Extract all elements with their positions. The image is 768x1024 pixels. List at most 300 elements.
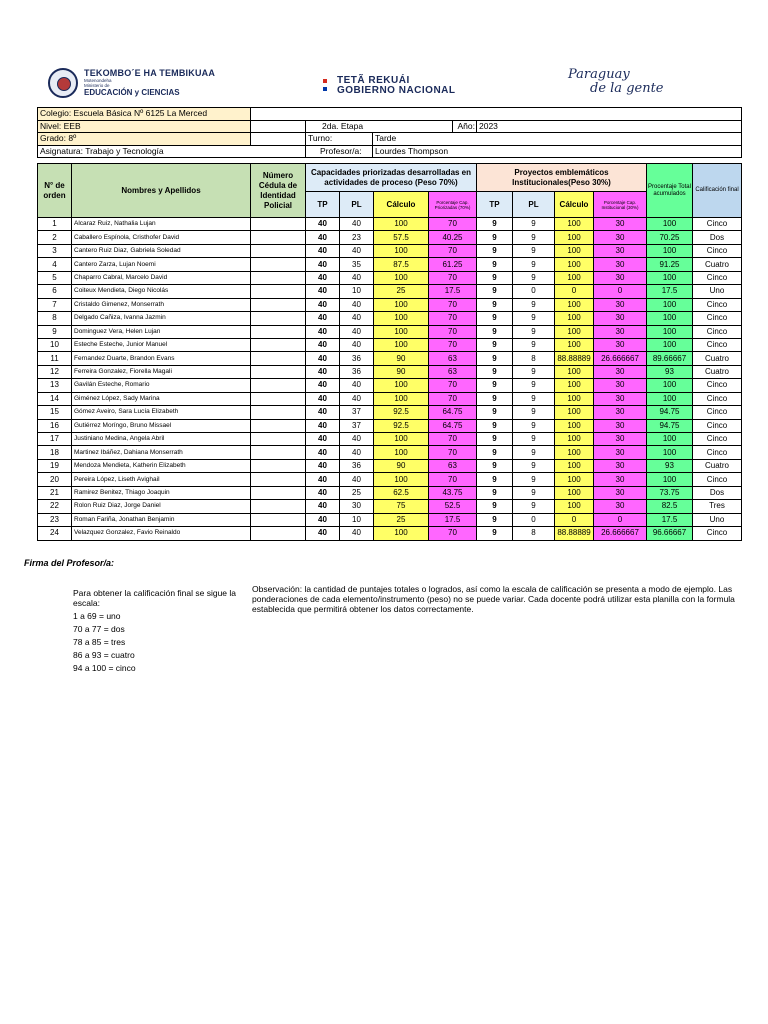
cell-calc2[interactable]: 100 <box>555 459 594 472</box>
cell-total[interactable]: 73.75 <box>647 486 693 499</box>
cell-tp1[interactable]: 40 <box>306 392 340 405</box>
profesor-cell[interactable]: Lourdes Thompson <box>373 145 742 158</box>
cell-calc1[interactable]: 90 <box>374 365 429 378</box>
cell-calificacion[interactable]: Uno <box>693 285 742 298</box>
cell-pl1[interactable]: 37 <box>340 419 374 432</box>
cell-calificacion[interactable]: Cinco <box>693 298 742 311</box>
cell-pl1[interactable]: 40 <box>340 338 374 351</box>
cell-total[interactable]: 93 <box>647 365 693 378</box>
cell-pl1[interactable]: 40 <box>340 433 374 446</box>
cell-tp2[interactable]: 9 <box>477 500 513 513</box>
cell-cedula[interactable] <box>251 218 306 231</box>
cell-pl1[interactable]: 40 <box>340 473 374 486</box>
cell-nombre[interactable]: Dominguez Vera, Helen Lujan <box>72 325 251 338</box>
cell-calc1[interactable]: 100 <box>374 271 429 284</box>
cell-pct-inst[interactable]: 30 <box>594 231 647 244</box>
cell-pct-cap[interactable]: 64.75 <box>429 419 477 432</box>
cell-pct-inst[interactable]: 30 <box>594 312 647 325</box>
cell-tp1[interactable]: 40 <box>306 352 340 365</box>
cell-tp1[interactable]: 40 <box>306 500 340 513</box>
cell-calc1[interactable]: 87.5 <box>374 258 429 271</box>
cell-pl1[interactable]: 40 <box>340 446 374 459</box>
cell-calc2[interactable]: 100 <box>555 218 594 231</box>
cell-calificacion[interactable]: Cinco <box>693 379 742 392</box>
cell-pl2[interactable]: 9 <box>513 325 555 338</box>
cell-calc2[interactable]: 0 <box>555 285 594 298</box>
cell-calificacion[interactable]: Cuatro <box>693 352 742 365</box>
cell-nombre[interactable]: Gavilán Esteche, Romario <box>72 379 251 392</box>
cell-pct-cap[interactable]: 70 <box>429 379 477 392</box>
cell-nombre[interactable]: Delgado Cañiza, Ivanna Jazmin <box>72 312 251 325</box>
cell-pct-cap[interactable]: 70 <box>429 433 477 446</box>
cell-total[interactable]: 100 <box>647 218 693 231</box>
cell-cedula[interactable] <box>251 285 306 298</box>
cell-tp1[interactable]: 40 <box>306 433 340 446</box>
cell-calificacion[interactable]: Cinco <box>693 392 742 405</box>
cell-orden[interactable]: 17 <box>38 433 72 446</box>
cell-pct-inst[interactable]: 30 <box>594 392 647 405</box>
cell-nombre[interactable]: Esteche Esteche, Junior Manuel <box>72 338 251 351</box>
grado-cell[interactable]: Grado: 8º <box>38 133 251 146</box>
cell-pct-inst[interactable]: 30 <box>594 379 647 392</box>
cell-calificacion[interactable]: Uno <box>693 513 742 526</box>
cell-calc2[interactable]: 100 <box>555 365 594 378</box>
cell-nombre[interactable]: Coiteux Mendieta, Diego Nicolás <box>72 285 251 298</box>
cell-pct-inst[interactable]: 30 <box>594 406 647 419</box>
cell-pl1[interactable]: 25 <box>340 486 374 499</box>
cell-pl1[interactable]: 40 <box>340 271 374 284</box>
cell-tp1[interactable]: 40 <box>306 473 340 486</box>
cell-pct-cap[interactable]: 70 <box>429 527 477 540</box>
cell-calc2[interactable]: 100 <box>555 312 594 325</box>
cell-tp2[interactable]: 9 <box>477 231 513 244</box>
cell-total[interactable]: 100 <box>647 392 693 405</box>
cell-orden[interactable]: 4 <box>38 258 72 271</box>
cell-orden[interactable]: 6 <box>38 285 72 298</box>
cell-pl1[interactable]: 40 <box>340 527 374 540</box>
cell-orden[interactable]: 3 <box>38 244 72 257</box>
cell-total[interactable]: 100 <box>647 312 693 325</box>
cell-cedula[interactable] <box>251 325 306 338</box>
cell-calc2[interactable]: 100 <box>555 231 594 244</box>
cell-calificacion[interactable]: Tres <box>693 500 742 513</box>
cell-tp2[interactable]: 9 <box>477 433 513 446</box>
cell-cedula[interactable] <box>251 338 306 351</box>
cell-pct-cap[interactable]: 70 <box>429 218 477 231</box>
cell-calificacion[interactable]: Cinco <box>693 406 742 419</box>
cell-total[interactable]: 100 <box>647 446 693 459</box>
cell-nombre[interactable]: Rolon Ruiz Diaz, Jorge Daniel <box>72 500 251 513</box>
cell-pct-cap[interactable]: 63 <box>429 352 477 365</box>
cell-orden[interactable]: 15 <box>38 406 72 419</box>
cell-tp1[interactable]: 40 <box>306 459 340 472</box>
cell-tp2[interactable]: 9 <box>477 406 513 419</box>
cell-pl1[interactable]: 40 <box>340 392 374 405</box>
cell-tp1[interactable]: 40 <box>306 379 340 392</box>
cell-tp2[interactable]: 9 <box>477 459 513 472</box>
cell-tp1[interactable]: 40 <box>306 271 340 284</box>
cell-cedula[interactable] <box>251 392 306 405</box>
cell-pl1[interactable]: 36 <box>340 459 374 472</box>
cell-tp2[interactable]: 9 <box>477 218 513 231</box>
cell-calc2[interactable]: 100 <box>555 419 594 432</box>
cell-calc1[interactable]: 100 <box>374 433 429 446</box>
cell-calc2[interactable]: 100 <box>555 406 594 419</box>
cell-pct-inst[interactable]: 30 <box>594 459 647 472</box>
cell-calc2[interactable]: 100 <box>555 486 594 499</box>
cell-nombre[interactable]: Giménez López, Sady Marina <box>72 392 251 405</box>
cell-total[interactable]: 100 <box>647 271 693 284</box>
cell-calc2[interactable]: 88.88889 <box>555 527 594 540</box>
cell-calc1[interactable]: 90 <box>374 459 429 472</box>
cell-pl2[interactable]: 9 <box>513 231 555 244</box>
cell-calc2[interactable]: 100 <box>555 500 594 513</box>
cell-pl1[interactable]: 36 <box>340 365 374 378</box>
cell-pct-inst[interactable]: 30 <box>594 325 647 338</box>
cell-pct-cap[interactable]: 61.25 <box>429 258 477 271</box>
cell-calc1[interactable]: 100 <box>374 338 429 351</box>
cell-pct-cap[interactable]: 52.5 <box>429 500 477 513</box>
cell-pct-inst[interactable]: 30 <box>594 365 647 378</box>
cell-calc1[interactable]: 100 <box>374 298 429 311</box>
cell-calificacion[interactable]: Cinco <box>693 527 742 540</box>
cell-pct-cap[interactable]: 70 <box>429 473 477 486</box>
cell-calificacion[interactable]: Cuatro <box>693 459 742 472</box>
cell-total[interactable]: 89.66667 <box>647 352 693 365</box>
cell-tp1[interactable]: 40 <box>306 258 340 271</box>
cell-pl2[interactable]: 9 <box>513 459 555 472</box>
cell-tp1[interactable]: 40 <box>306 285 340 298</box>
cell-calificacion[interactable]: Cinco <box>693 419 742 432</box>
cell-tp1[interactable]: 40 <box>306 406 340 419</box>
cell-pl2[interactable]: 0 <box>513 513 555 526</box>
cell-pct-cap[interactable]: 63 <box>429 365 477 378</box>
cell-pct-cap[interactable]: 17.5 <box>429 285 477 298</box>
cell-cedula[interactable] <box>251 365 306 378</box>
cell-total[interactable]: 94.75 <box>647 406 693 419</box>
cell-calc1[interactable]: 90 <box>374 352 429 365</box>
cell-tp2[interactable]: 9 <box>477 352 513 365</box>
cell-nombre[interactable]: Roman Fariña, Jonathan Benjamin <box>72 513 251 526</box>
cell-nombre[interactable]: Gutiérrez Moríngo, Bruno Missael <box>72 419 251 432</box>
cell-orden[interactable]: 13 <box>38 379 72 392</box>
cell-cedula[interactable] <box>251 406 306 419</box>
cell-orden[interactable]: 14 <box>38 392 72 405</box>
cell-calc1[interactable]: 25 <box>374 285 429 298</box>
cell-tp1[interactable]: 40 <box>306 218 340 231</box>
cell-nombre[interactable]: Cantero Ruiz Diaz, Gabriela Soledad <box>72 244 251 257</box>
cell-cedula[interactable] <box>251 419 306 432</box>
cell-pct-inst[interactable]: 30 <box>594 486 647 499</box>
cell-cedula[interactable] <box>251 459 306 472</box>
cell-total[interactable]: 70.25 <box>647 231 693 244</box>
cell-orden[interactable]: 22 <box>38 500 72 513</box>
cell-calc2[interactable]: 100 <box>555 338 594 351</box>
cell-calc2[interactable]: 100 <box>555 446 594 459</box>
cell-calc1[interactable]: 92.5 <box>374 406 429 419</box>
cell-tp2[interactable]: 9 <box>477 271 513 284</box>
cell-orden[interactable]: 11 <box>38 352 72 365</box>
cell-tp1[interactable]: 40 <box>306 338 340 351</box>
cell-cedula[interactable] <box>251 433 306 446</box>
cell-calificacion[interactable]: Cinco <box>693 218 742 231</box>
cell-tp1[interactable]: 40 <box>306 486 340 499</box>
cell-pl2[interactable]: 9 <box>513 486 555 499</box>
cell-nombre[interactable]: Mendoza Mendieta, Katherin Elizabeth <box>72 459 251 472</box>
cell-pl1[interactable]: 40 <box>340 312 374 325</box>
cell-cedula[interactable] <box>251 231 306 244</box>
cell-pct-cap[interactable]: 70 <box>429 244 477 257</box>
cell-total[interactable]: 100 <box>647 433 693 446</box>
cell-pl2[interactable]: 9 <box>513 218 555 231</box>
cell-calc2[interactable]: 100 <box>555 258 594 271</box>
cell-cedula[interactable] <box>251 298 306 311</box>
cell-orden[interactable]: 5 <box>38 271 72 284</box>
cell-pl1[interactable]: 35 <box>340 258 374 271</box>
cell-pl1[interactable]: 10 <box>340 513 374 526</box>
cell-pl2[interactable]: 9 <box>513 312 555 325</box>
cell-pct-cap[interactable]: 70 <box>429 325 477 338</box>
cell-calificacion[interactable]: Cuatro <box>693 258 742 271</box>
cell-orden[interactable]: 20 <box>38 473 72 486</box>
cell-total[interactable]: 91.25 <box>647 258 693 271</box>
cell-pct-inst[interactable]: 30 <box>594 419 647 432</box>
cell-pct-inst[interactable]: 30 <box>594 218 647 231</box>
cell-pl2[interactable]: 9 <box>513 392 555 405</box>
cell-orden[interactable]: 24 <box>38 527 72 540</box>
cell-tp1[interactable]: 40 <box>306 325 340 338</box>
cell-calc1[interactable]: 100 <box>374 446 429 459</box>
cell-pl1[interactable]: 37 <box>340 406 374 419</box>
cell-calificacion[interactable]: Cinco <box>693 244 742 257</box>
cell-calc1[interactable]: 100 <box>374 244 429 257</box>
cell-pct-cap[interactable]: 70 <box>429 312 477 325</box>
cell-total[interactable]: 100 <box>647 298 693 311</box>
cell-calc2[interactable]: 100 <box>555 244 594 257</box>
cell-pct-inst[interactable]: 30 <box>594 500 647 513</box>
cell-calc2[interactable]: 100 <box>555 325 594 338</box>
cell-total[interactable]: 17.5 <box>647 285 693 298</box>
cell-pl2[interactable]: 9 <box>513 500 555 513</box>
cell-calc1[interactable]: 100 <box>374 392 429 405</box>
cell-calificacion[interactable]: Dos <box>693 231 742 244</box>
cell-nombre[interactable]: Cantero Zarza, Lujan Noemi <box>72 258 251 271</box>
cell-total[interactable]: 82.5 <box>647 500 693 513</box>
cell-tp2[interactable]: 9 <box>477 473 513 486</box>
cell-tp1[interactable]: 40 <box>306 312 340 325</box>
cell-pct-cap[interactable]: 70 <box>429 271 477 284</box>
cell-pct-cap[interactable]: 63 <box>429 459 477 472</box>
cell-calc1[interactable]: 100 <box>374 325 429 338</box>
cell-calificacion[interactable]: Cinco <box>693 271 742 284</box>
cell-orden[interactable]: 10 <box>38 338 72 351</box>
cell-nombre[interactable]: Fernandez Duarte, Brandon Evans <box>72 352 251 365</box>
cell-calc2[interactable]: 100 <box>555 271 594 284</box>
cell-tp2[interactable]: 9 <box>477 486 513 499</box>
cell-orden[interactable]: 18 <box>38 446 72 459</box>
cell-calc1[interactable]: 100 <box>374 473 429 486</box>
cell-tp2[interactable]: 9 <box>477 392 513 405</box>
cell-pct-inst[interactable]: 30 <box>594 446 647 459</box>
cell-tp1[interactable]: 40 <box>306 419 340 432</box>
cell-pl1[interactable]: 40 <box>340 218 374 231</box>
cell-pct-inst[interactable]: 30 <box>594 473 647 486</box>
cell-tp2[interactable]: 9 <box>477 298 513 311</box>
cell-cedula[interactable] <box>251 379 306 392</box>
cell-calificacion[interactable]: Cuatro <box>693 365 742 378</box>
cell-nombre[interactable]: Velazquez Gonzalez, Favio Reinaldo <box>72 527 251 540</box>
cell-nombre[interactable]: Caballero Espínola, Cristhofer David <box>72 231 251 244</box>
cell-calificacion[interactable]: Cinco <box>693 433 742 446</box>
cell-cedula[interactable] <box>251 527 306 540</box>
cell-calificacion[interactable]: Cinco <box>693 325 742 338</box>
cell-nombre[interactable]: Pereira López, Liseth Avighail <box>72 473 251 486</box>
cell-tp2[interactable]: 9 <box>477 285 513 298</box>
anio-cell[interactable]: 2023 <box>477 120 742 133</box>
cell-total[interactable]: 100 <box>647 325 693 338</box>
cell-calc1[interactable]: 100 <box>374 218 429 231</box>
cell-pl2[interactable]: 8 <box>513 527 555 540</box>
cell-pct-cap[interactable]: 70 <box>429 338 477 351</box>
cell-pl2[interactable]: 9 <box>513 271 555 284</box>
cell-total[interactable]: 100 <box>647 338 693 351</box>
cell-pct-inst[interactable]: 30 <box>594 244 647 257</box>
cell-pl1[interactable]: 40 <box>340 244 374 257</box>
nivel-cell[interactable]: Nivel: EEB <box>38 120 251 133</box>
cell-tp2[interactable]: 9 <box>477 446 513 459</box>
cell-pl2[interactable]: 9 <box>513 446 555 459</box>
asignatura-cell[interactable]: Asignatura: Trabajo y Tecnología <box>38 145 306 158</box>
cell-total[interactable]: 100 <box>647 473 693 486</box>
cell-pl2[interactable]: 9 <box>513 244 555 257</box>
cell-pl2[interactable]: 9 <box>513 379 555 392</box>
cell-pct-cap[interactable]: 40.25 <box>429 231 477 244</box>
cell-orden[interactable]: 8 <box>38 312 72 325</box>
cell-tp1[interactable]: 40 <box>306 231 340 244</box>
turno-cell[interactable]: Tarde <box>373 133 742 146</box>
cell-calc1[interactable]: 100 <box>374 312 429 325</box>
cell-calc1[interactable]: 62.5 <box>374 486 429 499</box>
cell-calc2[interactable]: 100 <box>555 392 594 405</box>
cell-nombre[interactable]: Ferreira Gonzalez, Fiorella Magali <box>72 365 251 378</box>
cell-pl2[interactable]: 0 <box>513 285 555 298</box>
cell-total[interactable]: 93 <box>647 459 693 472</box>
cell-calc1[interactable]: 75 <box>374 500 429 513</box>
cell-tp2[interactable]: 9 <box>477 527 513 540</box>
cell-pct-cap[interactable]: 17.5 <box>429 513 477 526</box>
cell-tp1[interactable]: 40 <box>306 446 340 459</box>
cell-tp1[interactable]: 40 <box>306 244 340 257</box>
cell-nombre[interactable]: Ramirez Benitez, Thiago Joaquin <box>72 486 251 499</box>
cell-orden[interactable]: 2 <box>38 231 72 244</box>
cell-calc1[interactable]: 100 <box>374 379 429 392</box>
cell-calc1[interactable]: 25 <box>374 513 429 526</box>
cell-tp2[interactable]: 9 <box>477 258 513 271</box>
cell-tp1[interactable]: 40 <box>306 527 340 540</box>
cell-orden[interactable]: 23 <box>38 513 72 526</box>
cell-nombre[interactable]: Justiniano Medina, Angela Abril <box>72 433 251 446</box>
cell-pct-inst[interactable]: 26.666667 <box>594 352 647 365</box>
cell-pl1[interactable]: 30 <box>340 500 374 513</box>
cell-pct-inst[interactable]: 26.666667 <box>594 527 647 540</box>
cell-total[interactable]: 100 <box>647 379 693 392</box>
cell-nombre[interactable]: Chaparro Cabral, Marcelo David <box>72 271 251 284</box>
cell-cedula[interactable] <box>251 513 306 526</box>
cell-pct-inst[interactable]: 30 <box>594 271 647 284</box>
cell-pl2[interactable]: 9 <box>513 365 555 378</box>
cell-orden[interactable]: 9 <box>38 325 72 338</box>
cell-nombre[interactable]: Alcaraz Ruiz, Nathalia Lujan <box>72 218 251 231</box>
cell-pct-cap[interactable]: 64.75 <box>429 406 477 419</box>
cell-tp2[interactable]: 9 <box>477 338 513 351</box>
cell-pl1[interactable]: 40 <box>340 379 374 392</box>
cell-pl1[interactable]: 23 <box>340 231 374 244</box>
cell-nombre[interactable]: Martinez Ibáñez, Dahiana Monserrath <box>72 446 251 459</box>
cell-tp1[interactable]: 40 <box>306 513 340 526</box>
cell-orden[interactable]: 12 <box>38 365 72 378</box>
cell-pl1[interactable]: 40 <box>340 298 374 311</box>
cell-cedula[interactable] <box>251 244 306 257</box>
cell-tp2[interactable]: 9 <box>477 365 513 378</box>
cell-cedula[interactable] <box>251 312 306 325</box>
cell-tp2[interactable]: 9 <box>477 419 513 432</box>
cell-calc2[interactable]: 100 <box>555 379 594 392</box>
cell-pl1[interactable]: 40 <box>340 325 374 338</box>
cell-cedula[interactable] <box>251 258 306 271</box>
cell-cedula[interactable] <box>251 446 306 459</box>
cell-calc1[interactable]: 92.5 <box>374 419 429 432</box>
cell-nombre[interactable]: Cristaldo Gimenez, Monserrath <box>72 298 251 311</box>
cell-total[interactable]: 94.75 <box>647 419 693 432</box>
cell-pl2[interactable]: 9 <box>513 406 555 419</box>
cell-calificacion[interactable]: Cinco <box>693 473 742 486</box>
cell-cedula[interactable] <box>251 352 306 365</box>
cell-calc1[interactable]: 57.5 <box>374 231 429 244</box>
cell-pl1[interactable]: 10 <box>340 285 374 298</box>
cell-pl2[interactable]: 9 <box>513 433 555 446</box>
cell-pct-inst[interactable]: 0 <box>594 513 647 526</box>
cell-orden[interactable]: 16 <box>38 419 72 432</box>
cell-calificacion[interactable]: Dos <box>693 486 742 499</box>
cell-calificacion[interactable]: Cinco <box>693 338 742 351</box>
cell-pl2[interactable]: 8 <box>513 352 555 365</box>
cell-total[interactable]: 17.5 <box>647 513 693 526</box>
cell-calificacion[interactable]: Cinco <box>693 446 742 459</box>
cell-calificacion[interactable]: Cinco <box>693 312 742 325</box>
cell-orden[interactable]: 1 <box>38 218 72 231</box>
colegio-cell[interactable]: Colegio: Escuela Básica Nº 6125 La Merced <box>38 108 251 121</box>
cell-calc2[interactable]: 100 <box>555 298 594 311</box>
cell-orden[interactable]: 19 <box>38 459 72 472</box>
cell-pct-inst[interactable]: 30 <box>594 298 647 311</box>
cell-cedula[interactable] <box>251 486 306 499</box>
cell-tp1[interactable]: 40 <box>306 365 340 378</box>
cell-pl2[interactable]: 9 <box>513 298 555 311</box>
cell-calc2[interactable]: 0 <box>555 513 594 526</box>
cell-tp2[interactable]: 9 <box>477 244 513 257</box>
cell-cedula[interactable] <box>251 500 306 513</box>
cell-calc2[interactable]: 100 <box>555 473 594 486</box>
cell-pl2[interactable]: 9 <box>513 338 555 351</box>
etapa-cell[interactable]: 2da. Etapa <box>306 120 453 133</box>
cell-tp2[interactable]: 9 <box>477 312 513 325</box>
cell-cedula[interactable] <box>251 271 306 284</box>
cell-pl2[interactable]: 9 <box>513 473 555 486</box>
cell-calc2[interactable]: 88.88889 <box>555 352 594 365</box>
cell-total[interactable]: 100 <box>647 244 693 257</box>
cell-calc2[interactable]: 100 <box>555 433 594 446</box>
cell-orden[interactable]: 21 <box>38 486 72 499</box>
